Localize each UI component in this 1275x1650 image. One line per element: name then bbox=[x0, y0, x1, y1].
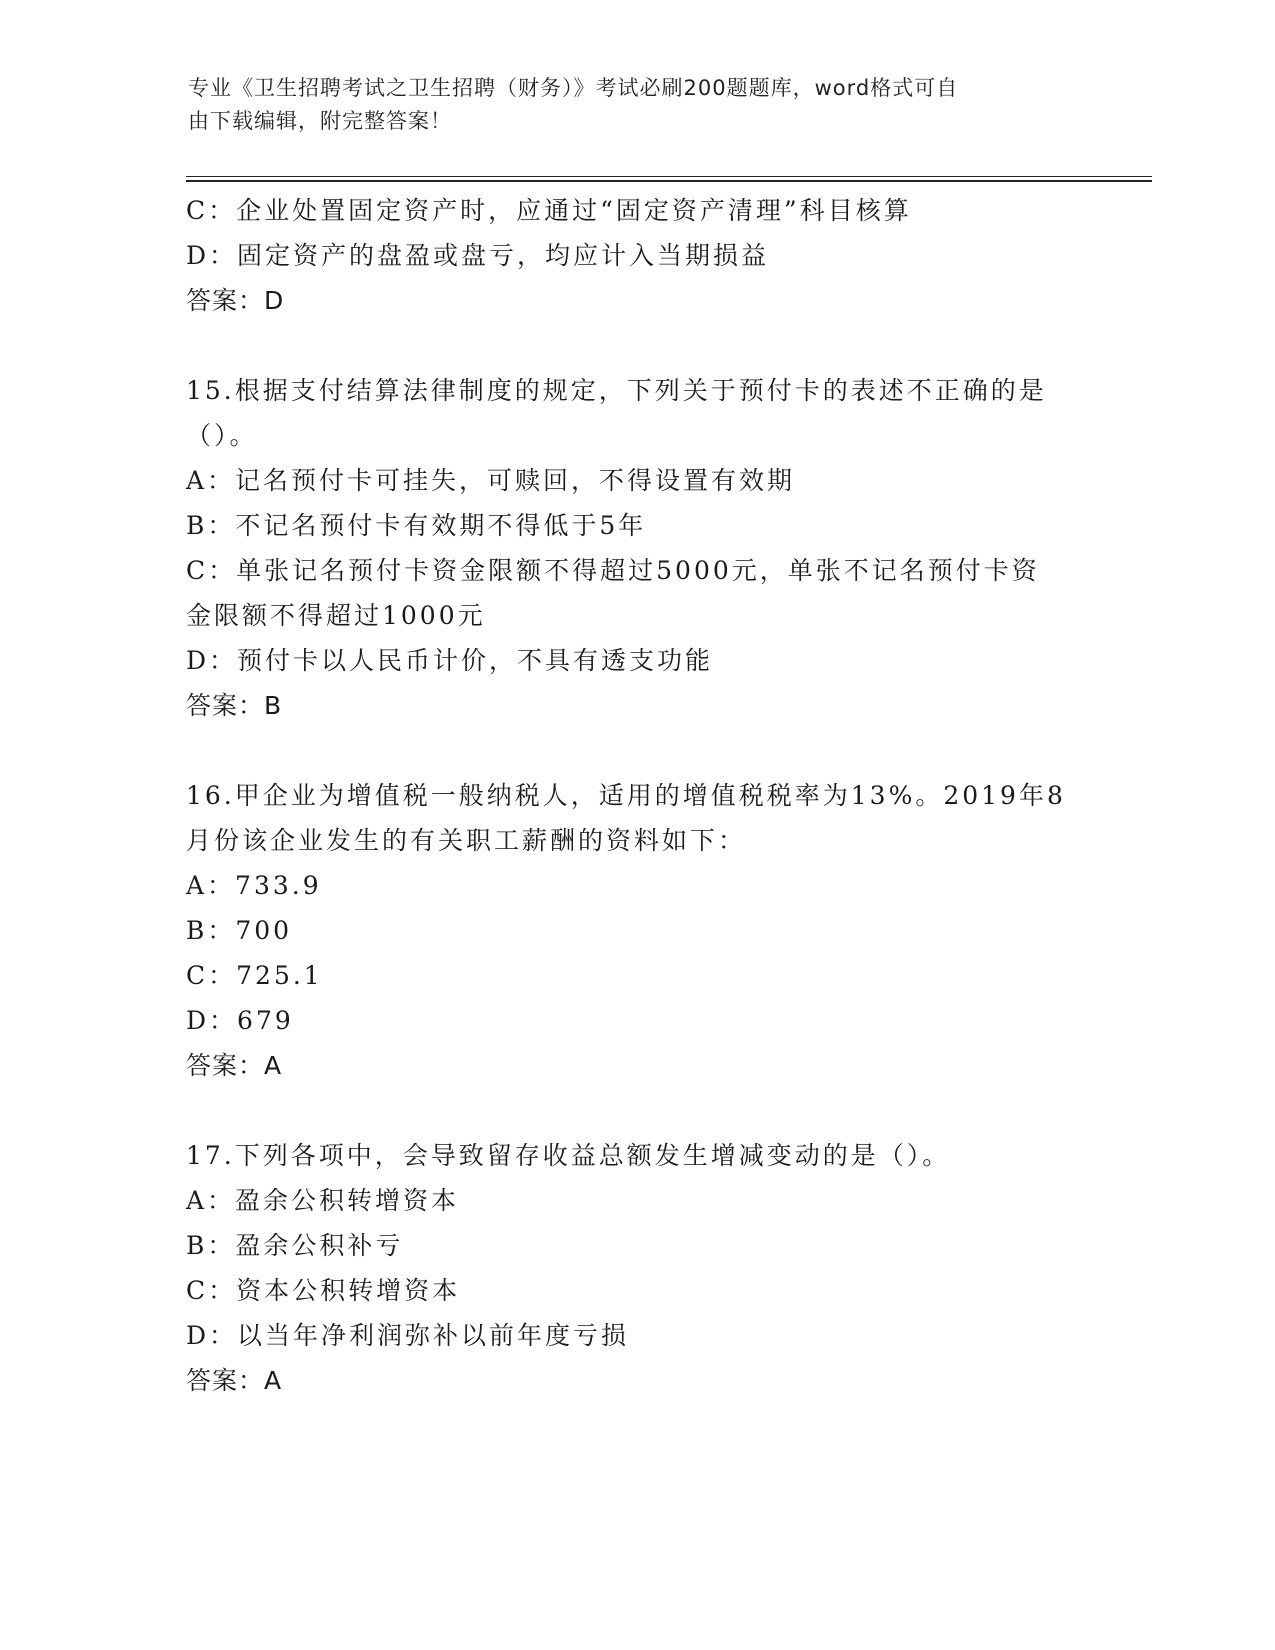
question-content bbox=[186, 188, 1086, 1403]
document-header bbox=[188, 72, 1068, 138]
spacer bbox=[186, 728, 1086, 773]
header-line-2: 由下载编辑，附完整答案！ bbox=[188, 109, 452, 133]
answer-line: 答案：A bbox=[186, 1366, 283, 1395]
option-d: D：固定资产的盘盈或盘亏，均应计入当期损益 bbox=[186, 241, 770, 270]
answer-line: 答案：D bbox=[186, 286, 285, 315]
question-stem: 16.甲企业为增值税一般纳税人，适用的增值税税率为13%。2019年8 bbox=[186, 781, 1066, 810]
question-stem: （）。 bbox=[186, 421, 258, 450]
question-stem: 月份该企业发生的有关职工薪酬的资料如下： bbox=[186, 826, 747, 855]
question-17 bbox=[186, 1133, 1086, 1403]
option-b: B：700 bbox=[186, 916, 293, 945]
header-divider-thin bbox=[186, 176, 1152, 177]
option-b: B：盈余公积补亏 bbox=[186, 1231, 404, 1260]
answer-line: 答案：A bbox=[186, 1051, 283, 1080]
answer-line: 答案：B bbox=[186, 691, 283, 720]
option-a: A：盈余公积转增资本 bbox=[186, 1186, 460, 1215]
question-stem: 15.根据支付结算法律制度的规定，下列关于预付卡的表述不正确的是 bbox=[186, 376, 1047, 405]
question-16 bbox=[186, 773, 1086, 1088]
option-d: D：679 bbox=[186, 1006, 294, 1035]
option-c: C：单张记名预付卡资金限额不得超过5000元，单张不记名预付卡资 bbox=[186, 556, 1040, 585]
spacer bbox=[186, 1088, 1086, 1133]
spacer bbox=[186, 323, 1086, 368]
option-d: D：预付卡以人民币计价，不具有透支功能 bbox=[186, 646, 714, 675]
header-line-1: 专业《卫生招聘考试之卫生招聘（财务）》考试必刷200题题库，word格式可自 bbox=[188, 76, 959, 100]
option-c: C：资本公积转增资本 bbox=[186, 1276, 461, 1305]
option-c: C：企业处置固定资产时，应通过“固定资产清理”科目核算 bbox=[186, 196, 912, 225]
option-b: B：不记名预付卡有效期不得低于5年 bbox=[186, 511, 647, 540]
option-c-continued: 金限额不得超过1000元 bbox=[186, 601, 486, 630]
option-a: A：733.9 bbox=[186, 871, 322, 900]
previous-question-tail bbox=[186, 188, 1086, 323]
question-15 bbox=[186, 368, 1086, 728]
option-d: D：以当年净利润弥补以前年度亏损 bbox=[186, 1321, 630, 1350]
option-a: A：记名预付卡可挂失，可赎回，不得设置有效期 bbox=[186, 466, 796, 495]
header-divider-thick bbox=[186, 180, 1152, 182]
option-c: C：725.1 bbox=[186, 961, 323, 990]
question-stem: 17.下列各项中，会导致留存收益总额发生增减变动的是（）。 bbox=[186, 1141, 951, 1170]
